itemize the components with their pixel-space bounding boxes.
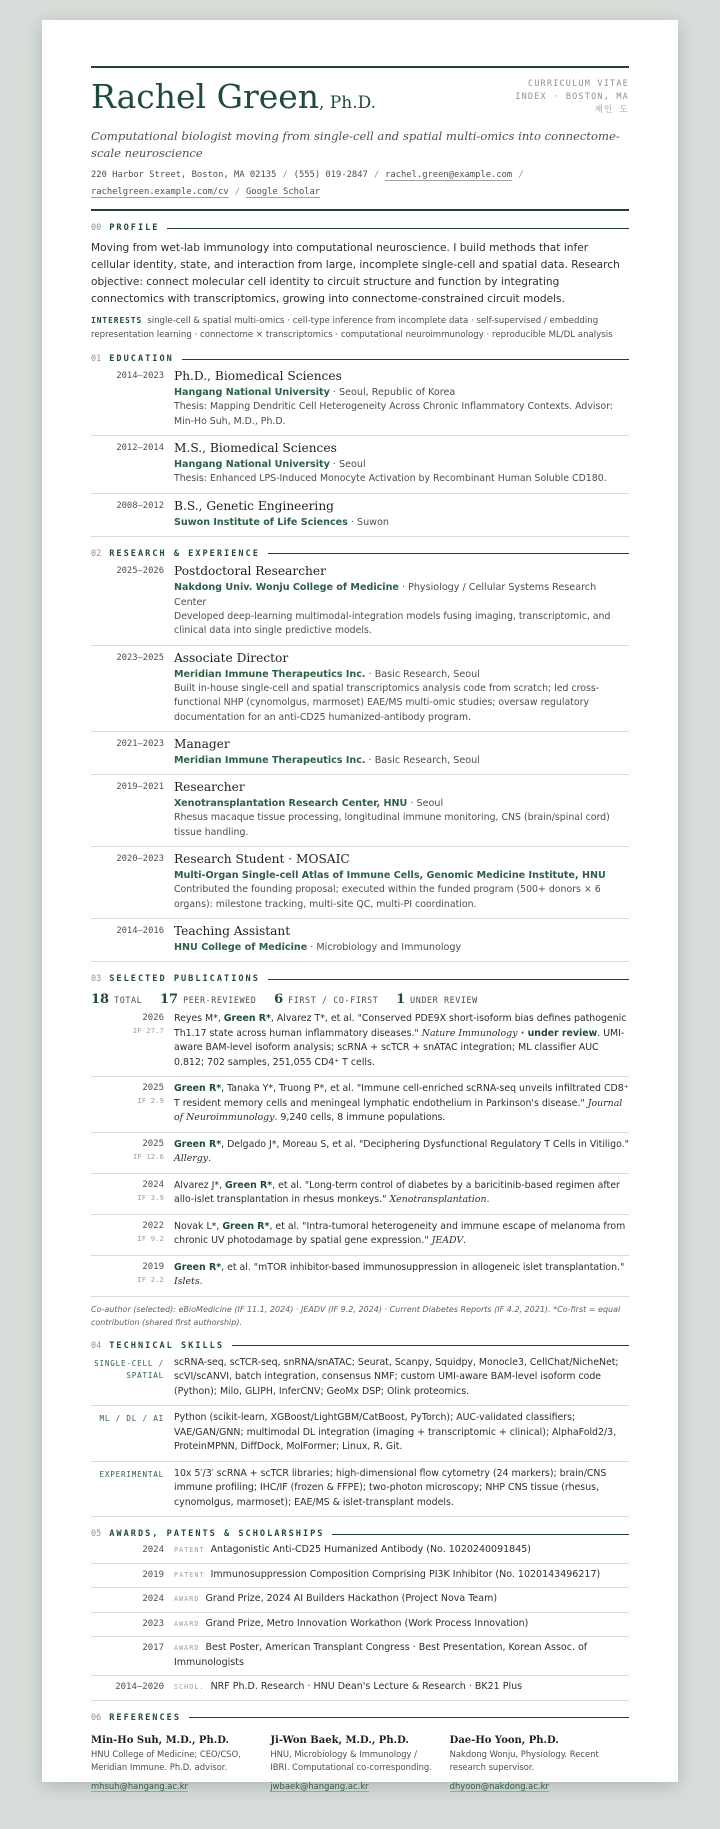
- section-header-skills: [91, 1341, 629, 1351]
- award-row: [91, 1676, 629, 1701]
- journal-name: Journal of Neuroimmunology: [174, 1097, 623, 1123]
- section-title: AWARDS, PATENTS & SCHOLARSHIPS: [109, 1529, 325, 1539]
- section-header-research: [91, 549, 629, 559]
- degree-title: Ph.D., Biomedical Sciences: [174, 369, 342, 383]
- organization-detail: · Basic Research, Seoul: [365, 668, 480, 680]
- self-author: Green R*: [174, 1138, 222, 1150]
- section-rule: [268, 979, 629, 980]
- address: 220 Harbor Street, Boston, MA 02135: [91, 170, 277, 180]
- entry-body: [174, 779, 629, 840]
- publication-meta: [91, 1220, 174, 1249]
- experience-entry: [91, 732, 629, 775]
- entry-body: [174, 923, 629, 955]
- citation-body: , Delgado J*, Moreau S, et al. "Deciphering Dysfunctional Regulatory T Cells in Vitiligo.": [221, 1138, 629, 1150]
- publication-meta: [91, 1179, 174, 1208]
- entry-body: [174, 736, 629, 768]
- reference-description: Nakdong Wonju, Physiology. Recent research supervisor.: [449, 1748, 599, 1772]
- section-title: PROFILE: [109, 223, 160, 233]
- organization-detail: · Basic Research, Seoul: [365, 755, 480, 766]
- contact-info: 220 Harbor Street, Boston, MA 02135 / (555) 019-2847 / rachel.green@example.com / rachelgreen.example.com/cv / Google Scholar: [91, 170, 524, 197]
- award-body: [174, 1543, 629, 1558]
- reference-description: HNU College of Medicine; CEO/CSO, Meridian Immune. Ph.D. advisor.: [91, 1748, 241, 1772]
- education-entry: [91, 436, 629, 494]
- organization: [174, 667, 629, 682]
- skill-details: 10x 5′/3′ scRNA + scTCR libraries; high-dimensional flow cytometry (24 markers); brain/CNS immune profiling; IHC/IF (frozen & FFPE); two-photon microscopy; NHP CNS tissue (rhesus, cynomolgus, marmoset); EAE/MS & islet-transplant models.: [174, 1467, 607, 1508]
- institution-location: · Suwon: [347, 516, 389, 528]
- reference-card: [91, 1733, 270, 1793]
- self-author: Green R*: [225, 1179, 273, 1191]
- entry-body: [174, 498, 629, 530]
- cv-meta: [515, 78, 629, 117]
- organization: [174, 753, 629, 768]
- publication-year: 2019: [142, 1261, 164, 1272]
- reference-name: Dae-Ho Yoon, Ph.D.: [449, 1734, 559, 1746]
- publication-entry: [91, 1077, 629, 1133]
- entry-description: Built in-house single-cell and spatial transcriptomics analysis code from scratch; led cross-functional NHP (cynomolgus, marmoset) EAE/MS multi-omic studies; oversaw regulatory documentation for an anti-CD25 humanized-antibody program.: [174, 682, 600, 723]
- impact-factor: IF 9.2: [137, 1233, 164, 1243]
- award-kind: PATENT: [174, 1570, 205, 1579]
- self-author: Green R*: [223, 1013, 271, 1024]
- pub-total-label: TOTAL: [114, 995, 143, 1005]
- section-rule: [332, 1534, 629, 1535]
- position-title: Teaching Assistant: [174, 924, 291, 938]
- impact-factor: IF 2.9: [137, 1096, 164, 1105]
- award-text: NRF Ph.D. Research · HNU Dean's Lecture & Research · BK21 Plus: [210, 1681, 523, 1692]
- institution: [174, 515, 629, 530]
- cv-page: [42, 20, 678, 1791]
- journal-name: JEADV: [431, 1235, 464, 1246]
- award-row: [91, 1637, 629, 1676]
- skill-row: [91, 1462, 629, 1518]
- organization-detail: · Seoul: [407, 798, 444, 809]
- section-rule: [268, 553, 629, 554]
- reference-email[interactable]: dhyoon@nakdong.ac.kr: [449, 1780, 549, 1791]
- organization-name: Meridian Immune Therapeutics Inc.: [174, 668, 366, 680]
- entry-body: [174, 851, 629, 912]
- authors-before: Novak L*,: [174, 1220, 223, 1232]
- award-text: Immunosuppression Composition Comprising PI3K Inhibitor (No. 1020143496217): [210, 1568, 601, 1580]
- publication-citation: [174, 1261, 629, 1290]
- section-header-publications: [91, 974, 629, 984]
- skill-row: [91, 1406, 629, 1462]
- entry-dates: 2008–2012: [116, 500, 164, 511]
- reference-name: Ji-Won Baek, M.D., Ph.D.: [270, 1734, 409, 1746]
- organization-name: Multi-Organ Single-cell Atlas of Immune Cells, Genomic Medicine Institute, HNU: [174, 870, 606, 881]
- award-year: 2017: [142, 1643, 164, 1653]
- cv-content: [91, 66, 629, 1793]
- pub-peer-count: 17: [159, 992, 179, 1007]
- award-text: Grand Prize, Metro Innovation Workathon (Work Process Innovation): [205, 1617, 529, 1629]
- awards-list: [91, 1539, 629, 1701]
- organization-detail: · Physiology / Cellular Systems Research Center: [174, 581, 597, 608]
- award-body: [174, 1680, 629, 1695]
- citation-body: , et al. "mTOR inhibitor-based immunosuppression in allogeneic islet transplantation.": [221, 1261, 625, 1273]
- skill-category: EXPERIMENTAL: [99, 1469, 164, 1479]
- award-text: Best Poster, American Transplant Congress · Best Presentation, Korean Assoc. of Immunologists: [174, 1642, 588, 1668]
- citation-body: , Tanaka Y*, Truong P*, et al. "Immune cell-enriched scRNA-seq unveils infiltrated CD8⁺ T resident memory cells and meningeal lymphatic endothelium in Parkinson's disease.": [174, 1083, 629, 1109]
- reference-email[interactable]: jwbaek@hangang.ac.kr: [270, 1780, 369, 1791]
- education-entry: [91, 494, 629, 537]
- name-suffix: , Ph.D.: [319, 93, 377, 113]
- section-header-awards: [91, 1529, 629, 1539]
- experience-entry: [91, 919, 629, 962]
- entry-description: Rhesus macaque tissue processing, longitudinal immune monitoring, CNS (brain/spinal cord) tissue handling.: [174, 812, 610, 838]
- publication-year: 2025: [142, 1138, 164, 1149]
- publication-stats: [91, 992, 629, 1007]
- journal-name: Xenotransplantation: [389, 1194, 487, 1205]
- publication-entry: [91, 1174, 629, 1215]
- section-title: TECHNICAL SKILLS: [109, 1340, 225, 1351]
- publication-meta: [91, 1261, 174, 1290]
- position-title: Research Student · MOSAIC: [174, 852, 350, 866]
- reference-name: Min-Ho Suh, M.D., Ph.D.: [91, 1734, 229, 1746]
- experience-entry: [91, 847, 629, 919]
- entry-description: Contributed the founding proposal; executed within the funded program (500+ donors × 6 organs): milestone tracking, multi-site QC, multi-PI coordination.: [174, 884, 601, 910]
- organization: [174, 580, 629, 610]
- award-row: [91, 1564, 629, 1589]
- award-kind: AWARD: [174, 1619, 200, 1628]
- publication-citation: [174, 1179, 629, 1208]
- organization: [174, 940, 629, 955]
- award-year: 2024: [142, 1545, 164, 1555]
- publication-citation: [174, 1138, 629, 1167]
- position-title: Manager: [174, 737, 230, 751]
- entry-dates: 2023–2025: [116, 652, 164, 663]
- section-title: RESEARCH & EXPERIENCE: [109, 548, 260, 559]
- entry-description: Thesis: Enhanced LPS-Induced Monocyte Activation by Recombinant Human Soluble CD180.: [174, 473, 607, 484]
- pub-peer-label: PEER-REVIEWED: [183, 995, 257, 1005]
- organization-name: Meridian Immune Therapeutics Inc.: [174, 755, 366, 766]
- institution-name: Suwon Institute of Life Sciences: [174, 516, 348, 528]
- cv-place: INDEX · BOSTON, MA: [515, 92, 629, 102]
- section-rule: [167, 228, 629, 229]
- entry-dates: 2012–2014: [116, 443, 164, 453]
- section-header-references: [91, 1713, 629, 1723]
- position-title: Researcher: [174, 780, 245, 794]
- entry-body: [174, 440, 629, 487]
- citation-body: , Alvarez T*, et al. "Conserved PDE9X short-isoform bias defines pathogenic Th1.17 state across human inflammatory diseases.": [174, 1013, 627, 1039]
- cv-header: [91, 78, 629, 201]
- website-link[interactable]: rachelgreen.example.com/cv: [91, 187, 229, 197]
- entry-dates: 2014–2016: [116, 926, 164, 936]
- award-body: [174, 1592, 629, 1607]
- institution-location: · Seoul, Republic of Korea: [329, 387, 456, 398]
- publication-citation: [174, 1082, 629, 1126]
- institution: [174, 457, 629, 472]
- publication-year: 2022: [142, 1220, 164, 1231]
- award-body: [174, 1617, 629, 1632]
- experience-entry: [91, 559, 629, 646]
- publication-citation: [174, 1220, 629, 1249]
- award-text: Antagonistic Anti-CD25 Humanized Antibody (No. 1020240091845): [210, 1544, 532, 1555]
- header-rule: [91, 209, 629, 211]
- self-author: Green R*: [222, 1220, 270, 1232]
- publication-year: 2025: [142, 1083, 164, 1093]
- publication-status: · under review: [517, 1027, 598, 1039]
- award-year: 2014–2020: [115, 1682, 164, 1692]
- publication-entry: [91, 1215, 629, 1256]
- scholar-link[interactable]: Google Scholar: [246, 187, 321, 197]
- pub-review-label: UNDER REVIEW: [410, 995, 478, 1005]
- institution-location: · Seoul: [329, 459, 366, 470]
- impact-factor: IF 12.6: [132, 1151, 164, 1161]
- interests: [91, 314, 629, 342]
- publication-list: [91, 1007, 629, 1297]
- entry-dates: 2021–2023: [116, 739, 164, 749]
- cv-korean-name: 제인 도: [594, 105, 629, 115]
- award-row: [91, 1539, 629, 1564]
- profile-text: Moving from wet-lab immunology into computational neuroscience. I build methods that infer cellular identity, state, and interaction from large, incomplete single-cell and spatial data. Research objective: connect molecular cell identity to circuit structure and function by integrating connectomics with transcriptomics, growing into connectome-constrained circuit models.: [91, 242, 620, 305]
- organization-detail: · Microbiology and Immunology: [307, 942, 462, 953]
- publication-entry: [91, 1007, 629, 1077]
- journal-name: Allergy: [174, 1153, 209, 1164]
- journal-name: Nature Immunology: [421, 1027, 518, 1039]
- publication-year: 2026: [142, 1013, 164, 1023]
- citation-tail: .: [463, 1235, 467, 1246]
- authors-before: Alvarez J*,: [174, 1179, 226, 1191]
- pub-first-label: FIRST / CO-FIRST: [288, 995, 379, 1005]
- entry-dates: 2020–2023: [116, 854, 164, 864]
- skills-list: [91, 1351, 629, 1518]
- interests-text: single-cell & spatial multi-omics · cell-type inference from incomplete data · self-supervised / embedding representation learning · connectome × transcriptomics · computational neuroimmunology · reproducible ML/DL analysis: [91, 316, 613, 340]
- section-number: 04: [91, 1340, 102, 1351]
- award-row: [91, 1588, 629, 1613]
- pub-first-count: 6: [274, 992, 284, 1007]
- award-row: [91, 1613, 629, 1638]
- publication-meta: [91, 1082, 174, 1126]
- organization: [174, 796, 629, 811]
- citation-tail: .: [199, 1276, 203, 1287]
- section-number: 06: [91, 1712, 102, 1723]
- reference-card: [270, 1733, 449, 1793]
- award-body: [174, 1641, 629, 1670]
- citation-tail: . UMI-aware BAM-level isoform analysis; scRNA + scTCR + snATAC integration; ML classifier AUC 0.812; 702 samples, 251,055 CD4⁺ T cells.: [174, 1027, 625, 1068]
- self-author: Green R*: [174, 1083, 222, 1094]
- citation-body: , et al. "Intra-tumoral heterogeneity and immune escape of melanoma from chronic UV photodamage by spatial gene expression.": [174, 1220, 626, 1246]
- references-list: [91, 1733, 629, 1793]
- authors-before: Reyes M*,: [174, 1013, 224, 1024]
- section-rule: [182, 359, 629, 360]
- publication-entry: [91, 1133, 629, 1174]
- section-title: EDUCATION: [109, 354, 174, 364]
- name-text: Rachel Green: [91, 77, 320, 116]
- section-rule: [189, 1717, 629, 1718]
- journal-name: Islets: [174, 1276, 200, 1287]
- section-number: 05: [91, 1529, 102, 1539]
- institution-name: Hangang National University: [174, 387, 330, 398]
- publication-meta: [91, 1012, 174, 1070]
- publication-citation: [174, 1012, 629, 1070]
- skill-details: scRNA-seq, scTCR-seq, snRNA/snATAC; Seurat, Scanpy, Squidpy, Monocle3, CellChat/NicheNet; scVI/scANVI, batch integration, consensus NMF; custom UMI-aware BAM-level isoform code (Python); Milo, GLIPH, InferCNV; GeoMx DSP; Olink proteomics.: [174, 1356, 619, 1397]
- position-title: Postdoctoral Researcher: [174, 563, 326, 578]
- experience-entry: [91, 775, 629, 847]
- section-rule: [232, 1345, 629, 1346]
- award-year: 2019: [142, 1569, 164, 1580]
- degree-title: M.S., Biomedical Sciences: [174, 441, 337, 455]
- section-header-education: [91, 354, 629, 364]
- citation-tail: . 9,240 cells, 8 immune populations.: [274, 1112, 446, 1123]
- degree-title: B.S., Genetic Engineering: [174, 498, 334, 513]
- email-link[interactable]: rachel.green@example.com: [385, 170, 513, 180]
- reference-card: [450, 1733, 629, 1793]
- self-author: Green R*: [174, 1261, 222, 1273]
- section-number: 01: [91, 354, 102, 364]
- pub-total-count: 18: [91, 992, 110, 1007]
- organization: [174, 868, 629, 883]
- impact-factor: IF 3.9: [137, 1192, 164, 1202]
- award-body: [174, 1568, 629, 1583]
- section-number: 02: [91, 548, 102, 559]
- tagline: Computational biologist moving from single-cell and spatial multi-omics into connectome-scale neuroscience: [91, 129, 620, 160]
- organization-name: Nakdong Univ. Wonju College of Medicine: [174, 581, 399, 593]
- award-kind: AWARD: [174, 1595, 200, 1603]
- skill-category: SINGLE-CELL / SPATIAL: [94, 1358, 164, 1380]
- reference-description: HNU, Microbiology & Immunology / IBRI. Computational co-corresponding.: [270, 1748, 432, 1772]
- institution: [174, 385, 629, 400]
- award-year: 2023: [142, 1618, 164, 1629]
- publication-year: 2024: [142, 1179, 164, 1190]
- skill-details: Python (scikit-learn, XGBoost/LightGBM/CatBoost, PyTorch); AUC-validated classifiers; VAE/GAN/GNN; multimodal DL integration (imaging + transcriptomic + clinical); AlphaFold2/3, ProteinMPNN, DiffDock, MolFormer; Linux, R, Git.: [174, 1412, 617, 1452]
- skill-row: [91, 1351, 629, 1407]
- section-number: 00: [91, 223, 102, 233]
- organization-name: Xenotransplantation Research Center, HNU: [174, 798, 408, 809]
- experience-entry: [91, 646, 629, 733]
- citation-tail: .: [486, 1194, 490, 1205]
- position-title: Associate Director: [174, 650, 289, 665]
- section-title: REFERENCES: [109, 1712, 181, 1723]
- entry-description: Developed deep-learning multimodal-integration models fusing imaging, transcriptomic, and clinical data into single predictive models.: [174, 610, 611, 636]
- section-header-profile: [91, 223, 629, 233]
- cv-label: CURRICULUM VITAE: [527, 79, 629, 89]
- education-list: [91, 364, 629, 537]
- impact-factor: IF 2.2: [137, 1274, 164, 1284]
- reference-email[interactable]: mhsuh@hangang.ac.kr: [91, 1780, 188, 1791]
- impact-factor: IF 27.7: [132, 1026, 164, 1035]
- citation-tail: .: [208, 1153, 212, 1164]
- experience-list: [91, 559, 629, 963]
- award-kind: AWARD: [174, 1644, 200, 1652]
- entry-dates: 2025–2026: [116, 565, 164, 576]
- publication-note: Co-author (selected): eBioMedicine (IF 11.1, 2024) · JEADV (IF 9.2, 2024) · Current Diabetes Reports (IF 4.2, 2021). *Co-first = equal contribution (shared first authorship).: [91, 1304, 621, 1327]
- award-text: Grand Prize, 2024 AI Builders Hackathon (Project Nova Team): [205, 1593, 498, 1604]
- award-kind: PATENT: [174, 1546, 205, 1554]
- skill-category: ML / DL / AI: [99, 1414, 164, 1423]
- entry-body: [174, 563, 629, 639]
- organization-name: HNU College of Medicine: [174, 942, 308, 953]
- top-rule: [91, 66, 629, 68]
- section-number: 03: [91, 974, 102, 984]
- phone: (555) 019-2847: [293, 170, 368, 180]
- entry-body: [174, 650, 629, 726]
- citation-body: , et al. "Long-term control of diabetes by a baricitinib-based regimen after allo-islet transplantation in rhesus monkeys.": [174, 1179, 620, 1205]
- entry-body: [174, 368, 629, 429]
- award-kind: SCHOL.: [174, 1683, 205, 1691]
- institution-name: Hangang National University: [174, 459, 330, 470]
- entry-dates: 2019–2021: [116, 782, 164, 792]
- entry-dates: 2014–2023: [116, 371, 164, 381]
- interests-label: INTERESTS: [91, 316, 143, 325]
- education-entry: [91, 364, 629, 436]
- pub-review-count: 1: [396, 992, 406, 1007]
- entry-description: Thesis: Mapping Dendritic Cell Heterogeneity Across Chronic Inflammatory Contexts. Advisor: Min-Ho Suh, M.D., Ph.D.: [174, 401, 613, 427]
- publication-entry: [91, 1256, 629, 1297]
- publication-meta: [91, 1138, 174, 1167]
- section-title: SELECTED PUBLICATIONS: [109, 974, 260, 984]
- award-year: 2024: [142, 1594, 164, 1604]
